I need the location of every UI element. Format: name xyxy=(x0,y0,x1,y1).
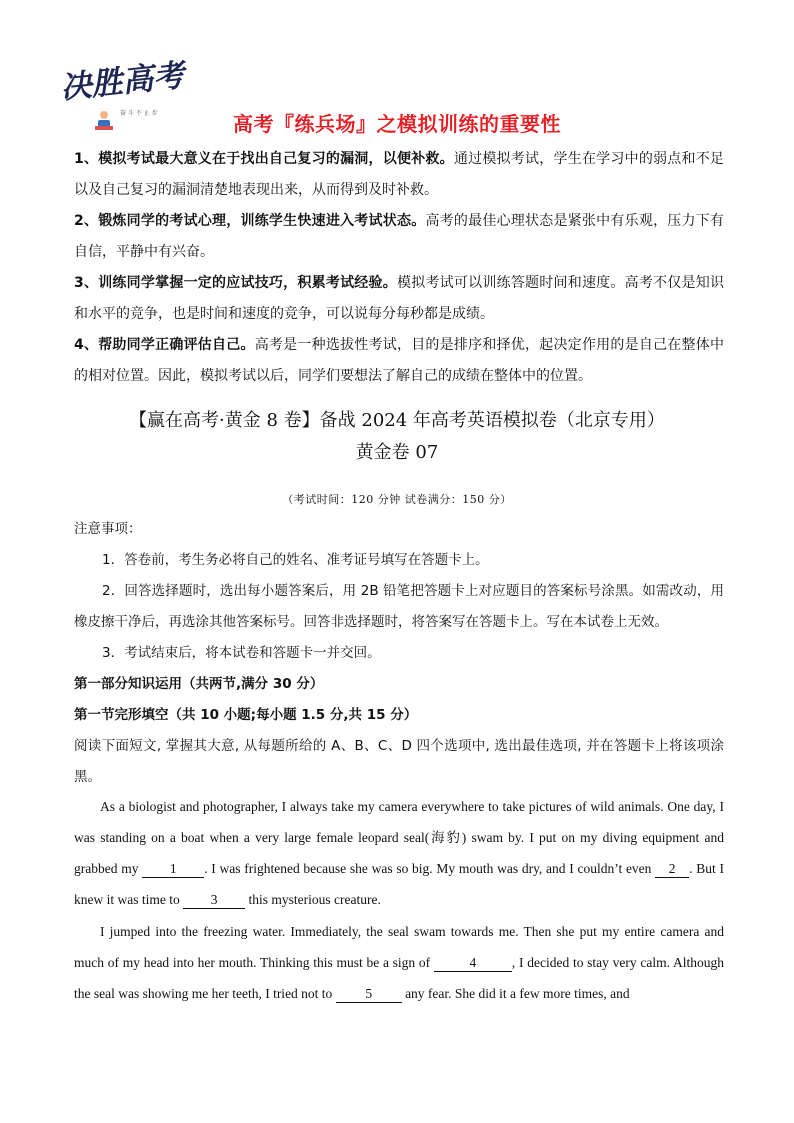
notes-item: 2．回答选择题时，选出每小题答案后，用 2B 铅笔把答题卡上对应题目的答案标号涂黑。如需改动，用橡皮擦干净后，再选涂其他答案标号。回答非选择题时，将答案写在答题卡上。写在本试卷上无效。 xyxy=(74,583,724,630)
intro-item-text: 高考的最佳心理状态是紧张中有乐观，压力下有自信，平静中有兴奋。 xyxy=(74,213,724,260)
answer-blank-2: 2 xyxy=(655,861,689,878)
passage-paragraph xyxy=(74,791,724,915)
answer-blank-4: 4 xyxy=(434,955,512,972)
part-heading: 第一部分知识运用（共两节,满分 30 分） xyxy=(74,676,324,692)
section-heading: 第一节完形填空（共 10 小题;每小题 1.5 分,共 15 分） xyxy=(74,707,418,723)
notes-section xyxy=(74,514,724,793)
exam-title: 【赢在高考·黄金 8 卷】备战 2024 年高考英语模拟卷（北京专用） xyxy=(129,410,665,431)
passage-text: any fear. She did it a few more times, and xyxy=(401,986,630,1001)
intro-item-heading: 2、锻炼同学的考试心理，训练学生快速进入考试状态。 xyxy=(74,213,426,229)
exam-subtitle: 黄金卷 07 xyxy=(355,442,439,463)
logo-tagline: 奋 斗 不 止 步 xyxy=(120,110,158,117)
intro-item xyxy=(74,330,724,392)
intro-item-heading: 3、训练同学掌握一定的应试技巧，积累考试经验。 xyxy=(74,275,397,291)
logo-brand-text: 决胜高考 xyxy=(58,57,186,107)
intro-item-heading: 1、模拟考试最大意义在于找出自己复习的漏洞，以便补救。 xyxy=(74,151,454,167)
intro-item xyxy=(74,206,724,268)
intro-section xyxy=(74,144,724,392)
page-title: 高考『练兵场』之模拟训练的重要性 xyxy=(233,112,561,136)
passage-text: . I was frightened because she was so big. My mouth was dry, and I couldn’t even xyxy=(204,861,656,876)
passage-text: As a biologist and photographer, I always take my camera everywhere to take pictures of wild animals. One day, I was standing on a boat when a very large female leopard seal(海豹) swam by. I put on my diving equipment and grabbed my xyxy=(74,799,724,876)
passage-text: . But I knew it was time to xyxy=(74,861,724,907)
intro-item xyxy=(74,268,724,330)
notes-item: 1．答卷前，考生务必将自己的姓名、准考证号填写在答题卡上。 xyxy=(102,552,489,568)
passage-text: this mysterious creature. xyxy=(245,892,381,907)
intro-item-text: 模拟考试可以训练答题时间和速度。高考不仅是知识和水平的竞争，也是时间和速度的竞争，可以说每分每秒都是成绩。 xyxy=(74,275,724,322)
notes-heading: 注意事项： xyxy=(74,521,142,537)
passage-text: I jumped into the freezing water. Immediately, the seal swam towards me. Then she put my entire camera and much of my head into her mouth. Thinking this must be a sign of xyxy=(74,924,724,970)
passage-paragraph xyxy=(74,916,724,1009)
intro-item-text: 通过模拟考试，学生在学习中的弱点和不足以及自己复习的漏洞清楚地表现出来，从而得到及时补救。 xyxy=(74,151,724,198)
answer-blank-5: 5 xyxy=(336,986,402,1003)
intro-item xyxy=(74,144,724,206)
answer-blank-3: 3 xyxy=(183,892,245,909)
reading-passage xyxy=(74,791,724,1009)
section-instruction: 阅读下面短文, 掌握其大意, 从每题所给的 A、B、C、D 四个选项中, 选出最佳选项, 并在答题卡上将该项涂黑。 xyxy=(74,738,724,785)
answer-blank-1: 1 xyxy=(142,861,204,878)
intro-item-heading: 4、帮助同学正确评估自己。 xyxy=(74,337,255,353)
exam-time-info: （考试时间：120 分钟 试卷满分：150 分） xyxy=(282,493,512,506)
intro-item-text: 高考是一种选拔性考试，目的是排序和择优，起决定作用的是自己在整体中的相对位置。因此，模拟考试以后，同学们要想法了解自己的成绩在整体中的位置。 xyxy=(74,337,724,384)
notes-item: 3．考试结束后，将本试卷和答题卡一并交回。 xyxy=(102,645,381,661)
passage-text: , I decided to stay very calm. Although the seal was showing me her teeth, I tried not to xyxy=(74,955,724,1001)
